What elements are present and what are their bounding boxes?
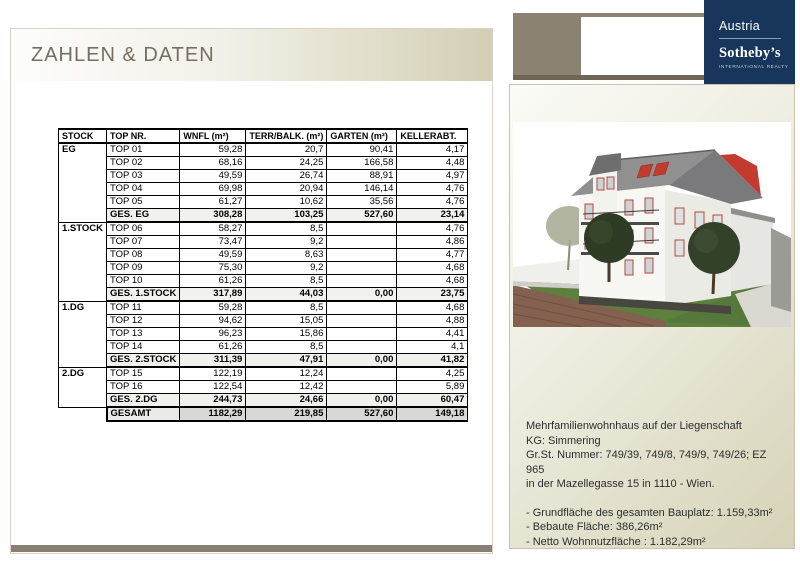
value-cell: 9,2 — [246, 236, 327, 249]
grand-total-value: 1182,29 — [180, 407, 246, 421]
value-cell: 59,28 — [180, 143, 246, 157]
top-nr-cell: TOP 01 — [107, 143, 180, 157]
value-cell: 4,41 — [397, 328, 468, 341]
desc-line: KG: Simmering — [526, 434, 601, 447]
grand-total-value: 527,60 — [327, 407, 397, 421]
value-cell: 15,05 — [246, 315, 327, 328]
value-cell: 146,14 — [327, 183, 397, 196]
top-nr-cell: TOP 03 — [107, 170, 180, 183]
value-cell: 69,98 — [180, 183, 246, 196]
value-cell: 88,91 — [327, 170, 397, 183]
value-cell — [327, 262, 397, 275]
building-rendering-svg — [513, 122, 791, 327]
value-cell — [327, 301, 397, 315]
top-nr-cell: TOP 16 — [107, 381, 180, 394]
value-cell: 24,25 — [246, 157, 327, 170]
stock-cell: 1.DG — [59, 301, 107, 367]
value-cell: 61,26 — [180, 341, 246, 354]
table-row — [59, 262, 468, 275]
value-cell — [327, 222, 397, 236]
logo-divider — [719, 38, 781, 39]
value-cell: 26,74 — [246, 170, 327, 183]
table-row — [59, 301, 468, 315]
column-header: KELLERABT. — [397, 129, 468, 143]
grand-total-row — [59, 407, 468, 421]
value-cell: 166,58 — [327, 157, 397, 170]
property-panel — [509, 84, 795, 549]
value-cell: 4,86 — [397, 236, 468, 249]
value-cell: 122,19 — [180, 367, 246, 381]
value-cell: 20,7 — [246, 143, 327, 157]
group-total-value: 23,14 — [397, 209, 468, 223]
agency-logo-placeholder — [581, 17, 704, 75]
value-cell — [327, 381, 397, 394]
value-cell: 35,56 — [327, 196, 397, 209]
top-nr-cell: TOP 14 — [107, 341, 180, 354]
value-cell — [327, 236, 397, 249]
value-cell: 49,59 — [180, 249, 246, 262]
value-cell — [327, 275, 397, 288]
value-cell: 96,23 — [180, 328, 246, 341]
table-row — [59, 157, 468, 170]
header-band — [11, 29, 492, 81]
desc-line: Mehrfamilienwohnhaus auf der Liegenschaft — [526, 420, 742, 432]
page-title: ZAHLEN & DATEN — [31, 44, 215, 66]
top-nr-cell: TOP 06 — [107, 222, 180, 236]
top-nr-cell: TOP 11 — [107, 301, 180, 315]
logo-region-label: Austria — [719, 19, 761, 33]
value-cell: 4,76 — [397, 183, 468, 196]
value-cell: 68,16 — [180, 157, 246, 170]
value-cell: 4,97 — [397, 170, 468, 183]
value-cell: 5,89 — [397, 381, 468, 394]
grand-total-value: 219,85 — [246, 407, 327, 421]
value-cell: 4,77 — [397, 249, 468, 262]
value-cell: 4,68 — [397, 262, 468, 275]
value-cell: 8,5 — [246, 301, 327, 315]
top-nr-cell: TOP 05 — [107, 196, 180, 209]
top-nr-cell: TOP 15 — [107, 367, 180, 381]
value-cell: 94,62 — [180, 315, 246, 328]
column-header: GARTEN (m²) — [327, 129, 397, 143]
group-total-value: 44,03 — [246, 288, 327, 302]
group-total-value: 23,75 — [397, 288, 468, 302]
value-cell: 12,24 — [246, 367, 327, 381]
value-cell: 61,27 — [180, 196, 246, 209]
group-total-value: 0,00 — [327, 288, 397, 302]
group-total-value: 308,28 — [180, 209, 246, 223]
group-total-value: 103,25 — [246, 209, 327, 223]
group-total-value: 0,00 — [327, 354, 397, 368]
value-cell: 12,42 — [246, 381, 327, 394]
value-cell: 4,88 — [397, 315, 468, 328]
slide-page — [10, 28, 493, 554]
property-bullets — [526, 506, 786, 550]
value-cell: 8,5 — [246, 275, 327, 288]
value-cell: 4,68 — [397, 301, 468, 315]
table-row — [59, 143, 468, 157]
group-total-row — [59, 209, 468, 223]
value-cell — [327, 315, 397, 328]
right-wall — [771, 228, 791, 312]
table-row — [59, 196, 468, 209]
logo-tagline: INTERNATIONAL REALTY — [719, 65, 789, 70]
bullet-line: - Netto Wohnnutzfläche : 1.182,29m² — [526, 535, 706, 548]
value-cell: 20,94 — [246, 183, 327, 196]
table-row — [59, 367, 468, 381]
top-nr-cell: TOP 10 — [107, 275, 180, 288]
value-cell: 90,41 — [327, 143, 397, 157]
table-row — [59, 381, 468, 394]
group-total-value: 41,82 — [397, 354, 468, 368]
bullet-line: - Grundfläche des gesamten Bauplatz: 1.159,33m² — [526, 506, 773, 519]
value-cell — [327, 367, 397, 381]
column-header: WNFL (m²) — [180, 129, 246, 143]
table-row — [59, 315, 468, 328]
value-cell: 4,25 — [397, 367, 468, 381]
top-nr-cell: TOP 04 — [107, 183, 180, 196]
data-table — [58, 128, 468, 422]
value-cell: 122,54 — [180, 381, 246, 394]
value-cell: 10,62 — [246, 196, 327, 209]
top-nr-cell: TOP 12 — [107, 315, 180, 328]
logo-brand-label: Sotheby’s — [719, 45, 781, 61]
value-cell: 4,76 — [397, 222, 468, 236]
table-row — [59, 236, 468, 249]
table-row — [59, 341, 468, 354]
group-total-value: 0,00 — [327, 394, 397, 408]
value-cell: 15,86 — [246, 328, 327, 341]
grand-total-value: 149,18 — [397, 407, 468, 421]
value-cell: 75,30 — [180, 262, 246, 275]
group-total-label: GES. 2.STOCK — [107, 354, 180, 368]
footer-bar — [11, 545, 492, 552]
top-nr-cell: TOP 08 — [107, 249, 180, 262]
value-cell: 73,47 — [180, 236, 246, 249]
stock-cell: 2.DG — [59, 367, 107, 407]
value-cell: 4,1 — [397, 341, 468, 354]
stock-cell: EG — [59, 143, 107, 222]
group-total-value: 24,66 — [246, 394, 327, 408]
grand-total-label: GESAMT — [107, 407, 180, 421]
value-cell: 9,2 — [246, 262, 327, 275]
table-row — [59, 170, 468, 183]
group-total-row — [59, 288, 468, 302]
value-cell: 4,17 — [397, 143, 468, 157]
table-row — [59, 328, 468, 341]
property-description — [526, 419, 786, 549]
value-cell: 8,5 — [246, 341, 327, 354]
table-row — [59, 183, 468, 196]
table-row — [59, 222, 468, 236]
group-total-value: 317,89 — [180, 288, 246, 302]
value-cell: 59,28 — [180, 301, 246, 315]
top-nr-cell: TOP 09 — [107, 262, 180, 275]
empty-stock-cell — [59, 407, 107, 421]
value-cell: 8,5 — [246, 222, 327, 236]
group-total-value: 244,73 — [180, 394, 246, 408]
group-total-label: GES. EG — [107, 209, 180, 223]
sothebys-logo — [704, 0, 795, 88]
value-cell: 4,76 — [397, 196, 468, 209]
stock-cell: 1.STOCK — [59, 222, 107, 301]
value-cell: 8,63 — [246, 249, 327, 262]
group-total-value: 60,47 — [397, 394, 468, 408]
table-row — [59, 275, 468, 288]
desc-line: in der Mazellegasse 15 in 1110 - Wien. — [526, 478, 715, 490]
top-nr-cell: TOP 02 — [107, 157, 180, 170]
bullet-line: - Bebaute Fläche: 386,26m² — [526, 521, 663, 533]
group-total-value: 527,60 — [327, 209, 397, 223]
value-cell: 4,48 — [397, 157, 468, 170]
column-header: TOP NR. — [107, 129, 180, 143]
value-cell: 4,68 — [397, 275, 468, 288]
group-total-value: 47,91 — [246, 354, 327, 368]
value-cell — [327, 341, 397, 354]
value-cell: 49,59 — [180, 170, 246, 183]
table-row — [59, 249, 468, 262]
top-nr-cell: TOP 13 — [107, 328, 180, 341]
value-cell: 58,27 — [180, 222, 246, 236]
group-total-value: 311,39 — [180, 354, 246, 368]
value-cell — [327, 328, 397, 341]
group-total-row — [59, 354, 468, 368]
group-total-label: GES. 2.DG — [107, 394, 180, 408]
desc-line: Gr.St. Nummer: 749/39, 749/8, 749/9, 749/26; EZ 965 — [526, 449, 767, 476]
building-rendering-image — [513, 122, 791, 327]
value-cell — [327, 249, 397, 262]
value-cell: 61,26 — [180, 275, 246, 288]
column-header: STOCK — [59, 129, 107, 143]
column-header: TERR/BALK. (m²) — [246, 129, 327, 143]
group-total-label: GES. 1.STOCK — [107, 288, 180, 302]
top-nr-cell: TOP 07 — [107, 236, 180, 249]
group-total-row — [59, 394, 468, 408]
